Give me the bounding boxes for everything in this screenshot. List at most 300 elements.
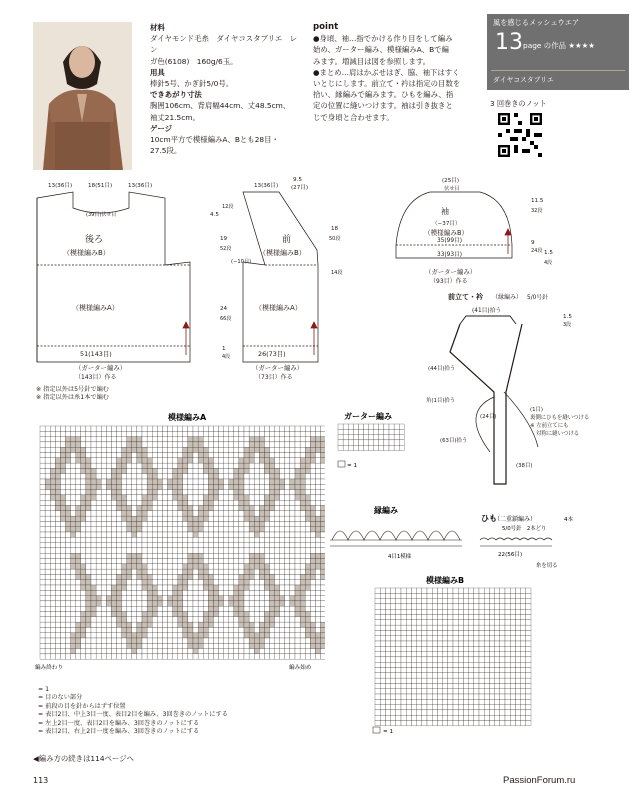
chart-cell <box>193 453 198 458</box>
chart-cell <box>315 511 320 516</box>
chart-cell <box>406 630 411 635</box>
chart-cell <box>106 564 111 569</box>
chart-cell <box>244 521 249 526</box>
chart-cell <box>213 484 218 489</box>
chart-cell <box>96 622 101 627</box>
chart-cell <box>338 440 343 445</box>
chart-cell <box>60 521 65 526</box>
chart-cell <box>505 593 510 598</box>
chart-cell <box>229 643 234 648</box>
chart-cell <box>380 668 385 673</box>
chart-cell <box>188 606 193 611</box>
chart-cell <box>417 615 422 620</box>
chart-cell <box>385 662 390 667</box>
chart-cell <box>295 506 300 511</box>
chart-cell <box>401 652 406 657</box>
chart-cell <box>315 596 320 601</box>
chart-cell <box>239 474 244 479</box>
chart-cell <box>500 699 505 704</box>
chart-cell <box>290 574 295 579</box>
chart-cell <box>443 689 448 694</box>
chart-cell <box>127 638 132 643</box>
chart-cell <box>458 641 463 646</box>
chart-cell <box>91 643 96 648</box>
chart-cell <box>203 543 208 548</box>
chart-cell <box>401 689 406 694</box>
chart-cell <box>60 426 65 431</box>
chart-cell <box>45 527 50 532</box>
chart-cell <box>96 590 101 595</box>
chart-cell <box>300 511 305 516</box>
chart-cell <box>71 442 76 447</box>
chart-cell <box>111 537 116 542</box>
chart-cell <box>249 537 254 542</box>
chart-cell <box>213 633 218 638</box>
chart-cell <box>76 590 81 595</box>
chart-cell <box>224 574 229 579</box>
chart-cell <box>254 506 259 511</box>
chart-cell <box>391 689 396 694</box>
chart-cell <box>474 588 479 593</box>
chart-cell <box>254 527 259 532</box>
chart-cell <box>249 633 254 638</box>
chart-cell <box>295 559 300 564</box>
chart-cell <box>270 468 275 473</box>
chart-cell <box>71 596 76 601</box>
chart-cell <box>173 643 178 648</box>
chart-cell <box>526 705 531 710</box>
chart-cell <box>101 553 106 558</box>
chart-cell <box>55 463 60 468</box>
chart-cell <box>81 527 86 532</box>
chart-cell <box>290 601 295 606</box>
chart-cell <box>234 564 239 569</box>
chart-cell <box>106 643 111 648</box>
chart-cell <box>137 590 142 595</box>
band-63: (63目)拾う <box>440 438 468 444</box>
chart-cell <box>469 630 474 635</box>
chart-cell <box>96 574 101 579</box>
chart-cell <box>259 495 264 500</box>
chart-cell <box>71 606 76 611</box>
chart-cell <box>208 484 213 489</box>
chart-cell <box>203 617 208 622</box>
chart-cell <box>101 596 106 601</box>
chart-cell <box>374 424 379 429</box>
chart-cell <box>157 468 162 473</box>
chart-a-end: 編み終わり <box>35 665 63 671</box>
chart-cell <box>152 426 157 431</box>
chart-cell <box>285 617 290 622</box>
chart-cell <box>81 516 86 521</box>
chart-cell <box>213 627 218 632</box>
chart-cell <box>391 609 396 614</box>
chart-cell <box>162 585 167 590</box>
qr-code[interactable] <box>498 113 542 157</box>
chart-cell <box>208 495 213 500</box>
chart-cell <box>50 553 55 558</box>
chart-cell <box>422 699 427 704</box>
chart-cell <box>96 532 101 537</box>
chart-cell <box>375 657 380 662</box>
chart-cell <box>437 615 442 620</box>
chart-cell <box>264 564 269 569</box>
chart-cell <box>432 604 437 609</box>
chart-cell <box>111 574 116 579</box>
chart-cell <box>406 715 411 720</box>
chart-cell <box>280 543 285 548</box>
chart-cell <box>142 426 147 431</box>
chart-cell <box>147 643 152 648</box>
chart-cell <box>208 521 213 526</box>
point-line: 始め、ガーター編み、模様編みA、Bで編 <box>313 45 449 55</box>
tie-note-1: (1目) <box>530 407 544 413</box>
chart-cell <box>40 559 45 564</box>
chart-cell <box>142 553 147 558</box>
chart-cell <box>224 585 229 590</box>
chart-cell <box>40 590 45 595</box>
chart-cell <box>495 620 500 625</box>
chart-cell <box>510 657 515 662</box>
chart-cell <box>295 580 300 585</box>
chart-cell <box>249 553 254 558</box>
chart-cell <box>321 453 326 458</box>
chart-cell <box>406 636 411 641</box>
chart-cell <box>305 564 310 569</box>
chart-cell <box>453 636 458 641</box>
chart-cell <box>183 612 188 617</box>
chart-cell <box>280 654 285 659</box>
chart-cell <box>305 426 310 431</box>
chart-cell <box>106 580 111 585</box>
chart-cell <box>66 580 71 585</box>
chart-cell <box>122 437 127 442</box>
chart-cell <box>147 437 152 442</box>
chart-cell <box>60 622 65 627</box>
chart-cell <box>203 468 208 473</box>
chart-cell <box>96 617 101 622</box>
chart-cell <box>76 490 81 495</box>
chart-cell <box>321 468 326 473</box>
chart-cell <box>254 543 259 548</box>
chart-cell <box>188 506 193 511</box>
chart-cell <box>111 638 116 643</box>
chart-cell <box>300 506 305 511</box>
chart-cell <box>495 689 500 694</box>
chart-cell <box>401 657 406 662</box>
chart-cell <box>290 500 295 505</box>
chart-cell <box>183 569 188 574</box>
chart-cell <box>152 537 157 542</box>
chart-cell <box>173 490 178 495</box>
chart-cell <box>443 662 448 667</box>
front-h14: 14段 <box>331 270 343 276</box>
chart-cell <box>422 646 427 651</box>
chart-cell <box>208 463 213 468</box>
chart-cell <box>40 527 45 532</box>
chart-cell <box>157 537 162 542</box>
chart-cell <box>285 463 290 468</box>
materials-block <box>150 22 300 156</box>
chart-cell <box>364 424 369 429</box>
chart-cell <box>391 646 396 651</box>
chart-cell <box>91 426 96 431</box>
chart-cell <box>60 590 65 595</box>
chart-cell <box>168 543 173 548</box>
chart-cell <box>188 442 193 447</box>
chart-cell <box>122 468 127 473</box>
chart-cell <box>234 484 239 489</box>
chart-cell <box>173 468 178 473</box>
chart-cell <box>259 537 264 542</box>
chart-cell <box>96 585 101 590</box>
divider <box>491 70 625 71</box>
cord-diagram <box>476 510 586 570</box>
chart-cell <box>259 638 264 643</box>
chart-cell <box>259 468 264 473</box>
chart-cell <box>521 620 526 625</box>
chart-cell <box>310 543 315 548</box>
chart-cell <box>213 601 218 606</box>
chart-cell <box>290 633 295 638</box>
chart-cell <box>254 553 259 558</box>
band-sub: （縁編み） <box>492 294 523 301</box>
chart-cell <box>45 574 50 579</box>
chart-cell <box>375 599 380 604</box>
chart-cell <box>391 710 396 715</box>
chart-cell <box>505 652 510 657</box>
chart-cell <box>157 474 162 479</box>
chart-cell <box>453 705 458 710</box>
chart-cell <box>91 559 96 564</box>
chart-cell <box>168 585 173 590</box>
chart-cell <box>526 721 531 726</box>
chart-cell <box>60 431 65 436</box>
chart-cell <box>348 440 353 445</box>
chart-cell <box>66 463 71 468</box>
chart-cell <box>411 636 416 641</box>
chart-cell <box>384 440 389 445</box>
chart-cell <box>157 617 162 622</box>
chart-cell <box>219 627 224 632</box>
chart-cell <box>213 617 218 622</box>
chart-cell <box>479 673 484 678</box>
chart-cell <box>132 511 137 516</box>
chart-cell <box>244 447 249 452</box>
chart-cell <box>127 548 132 553</box>
chart-cell <box>132 564 137 569</box>
chart-cell <box>147 506 152 511</box>
chart-cell <box>259 590 264 595</box>
chart-cell <box>157 596 162 601</box>
chart-cell <box>188 463 193 468</box>
chart-cell <box>142 606 147 611</box>
chart-cell <box>157 458 162 463</box>
chart-cell <box>198 548 203 553</box>
chart-cell <box>401 615 406 620</box>
continued-note[interactable]: ◀編み方の続きは114ページへ <box>33 754 134 763</box>
chart-cell <box>219 479 224 484</box>
chart-cell <box>152 633 157 638</box>
chart-cell <box>111 548 116 553</box>
chart-cell <box>86 484 91 489</box>
chart-cell <box>463 599 468 604</box>
chart-cell <box>244 638 249 643</box>
chart-cell <box>188 585 193 590</box>
chart-cell <box>213 447 218 452</box>
notes <box>36 386 109 403</box>
chart-cell <box>147 574 152 579</box>
chart-cell <box>239 495 244 500</box>
chart-cell <box>111 442 116 447</box>
chart-cell <box>406 593 411 598</box>
chart-cell <box>432 678 437 683</box>
chart-cell <box>249 580 254 585</box>
chart-cell <box>122 516 127 521</box>
chart-cell <box>275 638 280 643</box>
chart-b-grid <box>375 588 531 726</box>
chart-cell <box>203 426 208 431</box>
chart-cell <box>295 638 300 643</box>
chart-cell <box>224 442 229 447</box>
chart-cell <box>375 689 380 694</box>
chart-cell <box>193 516 198 521</box>
chart-cell <box>76 474 81 479</box>
chart-cell <box>391 604 396 609</box>
chart-cell <box>208 590 213 595</box>
chart-cell <box>178 596 183 601</box>
chart-cell <box>234 553 239 558</box>
chart-cell <box>127 601 132 606</box>
chart-cell <box>203 437 208 442</box>
chart-cell <box>385 588 390 593</box>
chart-cell <box>290 506 295 511</box>
chart-cell <box>50 479 55 484</box>
chart-cell <box>162 606 167 611</box>
chart-cell <box>264 590 269 595</box>
chart-cell <box>96 495 101 500</box>
chart-cell <box>391 721 396 726</box>
chart-cell <box>264 490 269 495</box>
chart-cell <box>315 590 320 595</box>
chart-cell <box>510 705 515 710</box>
chart-cell <box>453 715 458 720</box>
chart-cell <box>479 625 484 630</box>
chart-cell <box>300 612 305 617</box>
chart-cell <box>310 643 315 648</box>
chart-cell <box>300 601 305 606</box>
chart-cell <box>280 574 285 579</box>
chart-cell <box>422 678 427 683</box>
chart-cell <box>432 599 437 604</box>
chart-cell <box>60 596 65 601</box>
chart-cell <box>280 548 285 553</box>
chart-cell <box>188 490 193 495</box>
chart-cell <box>427 710 432 715</box>
chart-cell <box>479 620 484 625</box>
chart-cell <box>254 612 259 617</box>
chart-cell <box>50 596 55 601</box>
chart-cell <box>224 495 229 500</box>
chart-cell <box>249 426 254 431</box>
chart-cell <box>157 601 162 606</box>
chart-cell <box>369 440 374 445</box>
chart-cell <box>96 649 101 654</box>
chart-cell <box>295 654 300 659</box>
chart-cell <box>505 694 510 699</box>
chart-cell <box>275 543 280 548</box>
chart-cell <box>50 474 55 479</box>
chart-cell <box>364 440 369 445</box>
chart-cell <box>183 553 188 558</box>
chart-cell <box>244 654 249 659</box>
chart-cell <box>264 559 269 564</box>
chart-cell <box>391 641 396 646</box>
chart-cell <box>55 442 60 447</box>
chart-cell <box>254 548 259 553</box>
chart-cell <box>101 511 106 516</box>
chart-cell <box>66 574 71 579</box>
chart-cell <box>173 649 178 654</box>
chart-cell <box>219 596 224 601</box>
chart-cell <box>122 590 127 595</box>
chart-cell <box>152 569 157 574</box>
chart-cell <box>132 627 137 632</box>
chart-cell <box>521 689 526 694</box>
chart-cell <box>305 654 310 659</box>
chart-cell <box>40 543 45 548</box>
chart-cell <box>348 445 353 450</box>
chart-cell <box>137 633 142 638</box>
chart-cell <box>495 715 500 720</box>
chart-cell <box>101 569 106 574</box>
chart-cell <box>389 440 394 445</box>
chart-cell <box>173 617 178 622</box>
chart-cell <box>137 468 142 473</box>
chart-cell <box>254 574 259 579</box>
chart-cell <box>254 590 259 595</box>
chart-cell <box>198 458 203 463</box>
chart-cell <box>285 458 290 463</box>
chart-cell <box>40 474 45 479</box>
chart-cell <box>453 668 458 673</box>
chart-cell <box>178 426 183 431</box>
chart-cell <box>474 662 479 667</box>
chart-cell <box>157 574 162 579</box>
chart-cell <box>489 588 494 593</box>
chart-cell <box>117 516 122 521</box>
chart-cell <box>505 673 510 678</box>
chart-cell <box>122 543 127 548</box>
chart-cell <box>484 588 489 593</box>
chart-cell <box>60 500 65 505</box>
chart-cell <box>178 649 183 654</box>
chart-cell <box>380 636 385 641</box>
chart-cell <box>96 442 101 447</box>
chart-cell <box>208 596 213 601</box>
chart-cell <box>254 458 259 463</box>
chart-cell <box>469 646 474 651</box>
chart-cell <box>71 643 76 648</box>
chart-cell <box>168 574 173 579</box>
chart-cell <box>152 638 157 643</box>
chart-cell <box>142 590 147 595</box>
chart-cell <box>305 622 310 627</box>
chart-cell <box>385 721 390 726</box>
chart-cell <box>270 511 275 516</box>
chart-cell <box>300 643 305 648</box>
tie-note-3: ※ 左前立てにも <box>530 423 569 429</box>
